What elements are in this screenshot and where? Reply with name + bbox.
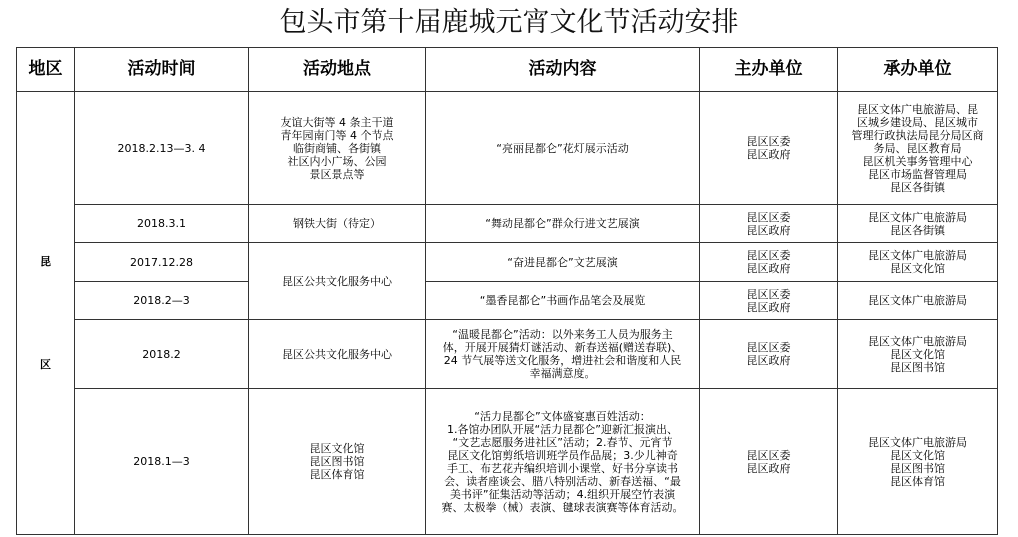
table-row xyxy=(17,320,998,389)
content-line: “墨香昆都仑”书画作品笔会及展览 xyxy=(479,294,646,307)
time-cell: 2018.2.13—3. 4 xyxy=(75,92,249,205)
organizer-line: 昆区文化馆 xyxy=(890,448,945,462)
time-cell: 2017.12.28 xyxy=(75,243,249,282)
content-line: 会、读者座谈会、腊八特别活动、新春送福、“最 xyxy=(444,474,681,488)
place-line: 社区内小广场、公园 xyxy=(287,154,387,168)
host-line: 昆区区委 xyxy=(746,210,791,224)
content-line: “温暖昆都仑”活动：以外来务工人员为服务主 xyxy=(452,328,673,341)
region-char: 区 xyxy=(40,358,51,371)
host-line: 昆区区委 xyxy=(746,135,791,148)
content-line: “舞动昆都仑”群众行进文艺展演 xyxy=(485,217,640,230)
content-line: 1.各馆办团队开展“活力昆都仑”迎新汇报演出、 xyxy=(447,422,678,436)
place-line: 昆区公共文化服务中心 xyxy=(282,347,392,361)
place-line: 青年园南门等 4 个节点 xyxy=(280,128,394,142)
place-line: 昆区公共文化服务中心 xyxy=(282,274,392,288)
organizer-line: 昆区各街镇 xyxy=(890,180,945,194)
place-cell xyxy=(249,205,426,243)
host-line: 昆区区委 xyxy=(746,448,791,462)
column-header-time: 活动时间 xyxy=(75,48,249,92)
organizer-line: 昆区机关事务管理中心 xyxy=(862,154,973,168)
organizer-line: 昆区文体广电旅游局 xyxy=(868,294,967,307)
organizer-line: 昆区市场监督管理局 xyxy=(868,167,967,181)
content-line: “奋进昆都仑”文艺展演 xyxy=(507,255,618,269)
organizer-line: 昆区文体广电旅游局、昆 xyxy=(857,102,978,116)
content-cell xyxy=(426,205,700,243)
time-cell: 2018.1—3 xyxy=(75,389,249,535)
region-cell xyxy=(17,92,75,535)
host-line: 昆区区委 xyxy=(746,287,791,301)
organizer-line: 昆区文化馆 xyxy=(890,347,945,361)
host-cell xyxy=(700,389,838,535)
content-line: 24 节气展等送文化服务，增进社会和谐度和人民 xyxy=(443,354,682,367)
place-line: 昆区图书馆 xyxy=(309,455,365,468)
time-cell: 2018.2 xyxy=(75,320,249,389)
content-line: 幸福满意度。 xyxy=(529,367,596,380)
table-row xyxy=(17,389,998,535)
column-header-region: 地区 xyxy=(17,48,75,92)
organizer-line: 昆区文体广电旅游局 xyxy=(868,210,967,224)
place-line: 临街商铺、各街镇 xyxy=(293,141,381,155)
content-line: 赛、太极拳（械）表演、毽球表演赛等体育活动。 xyxy=(441,500,684,514)
content-cell xyxy=(426,92,700,205)
host-line: 昆区政府 xyxy=(746,262,791,275)
organizer-line: 昆区文体广电旅游局 xyxy=(868,334,967,348)
organizer-cell xyxy=(838,205,998,243)
host-cell xyxy=(700,92,838,205)
content-line: 昆区文化馆剪纸培训班学员作品展；3.少儿神奇 xyxy=(447,448,678,462)
organizer-line: 昆区图书馆 xyxy=(890,461,945,475)
organizer-line: 区城乡建设局、昆区城市 xyxy=(857,115,978,129)
organizer-line: 昆区文体广电旅游局 xyxy=(868,435,967,449)
host-cell xyxy=(700,320,838,389)
time-cell: 2018.2—3 xyxy=(75,282,249,320)
table-row xyxy=(17,282,998,320)
region-char: 昆 xyxy=(40,255,51,268)
organizer-cell xyxy=(838,243,998,282)
organizer-line: 昆区图书馆 xyxy=(890,360,945,374)
place-cell xyxy=(249,320,426,389)
content-cell xyxy=(426,282,700,320)
host-line: 昆区政府 xyxy=(746,354,791,367)
column-header-place: 活动地点 xyxy=(249,48,426,92)
place-line: 昆区文化馆 xyxy=(309,442,365,455)
place-line: 钢铁大街（待定） xyxy=(293,217,381,230)
organizer-cell xyxy=(838,282,998,320)
place-cell xyxy=(249,243,426,320)
column-header-content: 活动内容 xyxy=(426,48,700,92)
host-cell xyxy=(700,282,838,320)
content-line: 手工、布艺花卉编织培训小课堂、好书分享读书 xyxy=(447,461,678,475)
table-row xyxy=(17,92,998,205)
content-line: “活力昆都仑”文体盛宴惠百姓活动： xyxy=(474,409,651,423)
organizer-line: 管理行政执法局昆分局区商 xyxy=(851,128,984,142)
table-row xyxy=(17,205,998,243)
organizer-cell xyxy=(838,389,998,535)
time-cell: 2018.3.1 xyxy=(75,205,249,243)
content-line: “亮丽昆都仑”花灯展示活动 xyxy=(496,141,629,155)
place-line: 景区景点等 xyxy=(309,167,365,181)
organizer-line: 昆区各街镇 xyxy=(890,223,945,237)
content-cell xyxy=(426,320,700,389)
host-cell xyxy=(700,205,838,243)
host-line: 昆区政府 xyxy=(746,148,791,161)
page-title: 包头市第十届鹿城元宵文化节活动安排 xyxy=(279,7,739,38)
organizer-line: 昆区文化馆 xyxy=(890,262,945,275)
host-line: 昆区区委 xyxy=(746,341,791,354)
content-line: 体，开展开展猜灯谜活动、新春送福(赠送春联)、 xyxy=(442,341,683,354)
content-cell xyxy=(426,243,700,282)
host-cell xyxy=(700,243,838,282)
content-line: 美书评”征集活动等活动；4.组织开展空竹表演 xyxy=(449,487,676,501)
column-header-organizer: 承办单位 xyxy=(838,48,998,92)
content-line: “文艺志愿服务进社区”活动；2.春节、元宵节 xyxy=(452,435,673,449)
place-cell xyxy=(249,389,426,535)
place-line: 昆区体育馆 xyxy=(309,468,365,481)
column-header-host: 主办单位 xyxy=(700,48,838,92)
host-line: 昆区政府 xyxy=(746,223,791,237)
organizer-line: 务局、昆区教育局 xyxy=(873,141,962,155)
host-line: 昆区政府 xyxy=(746,461,791,475)
host-line: 昆区区委 xyxy=(746,249,791,262)
organizer-cell xyxy=(838,320,998,389)
schedule-table xyxy=(16,47,998,535)
host-line: 昆区政府 xyxy=(746,300,791,314)
place-line: 友谊大街等 4 条主干道 xyxy=(280,115,394,129)
organizer-cell xyxy=(838,92,998,205)
organizer-line: 昆区文体广电旅游局 xyxy=(868,249,967,262)
organizer-line: 昆区体育馆 xyxy=(890,474,945,488)
content-cell xyxy=(426,389,700,535)
table-row xyxy=(17,243,998,282)
header-row xyxy=(17,48,998,92)
place-cell xyxy=(249,92,426,205)
